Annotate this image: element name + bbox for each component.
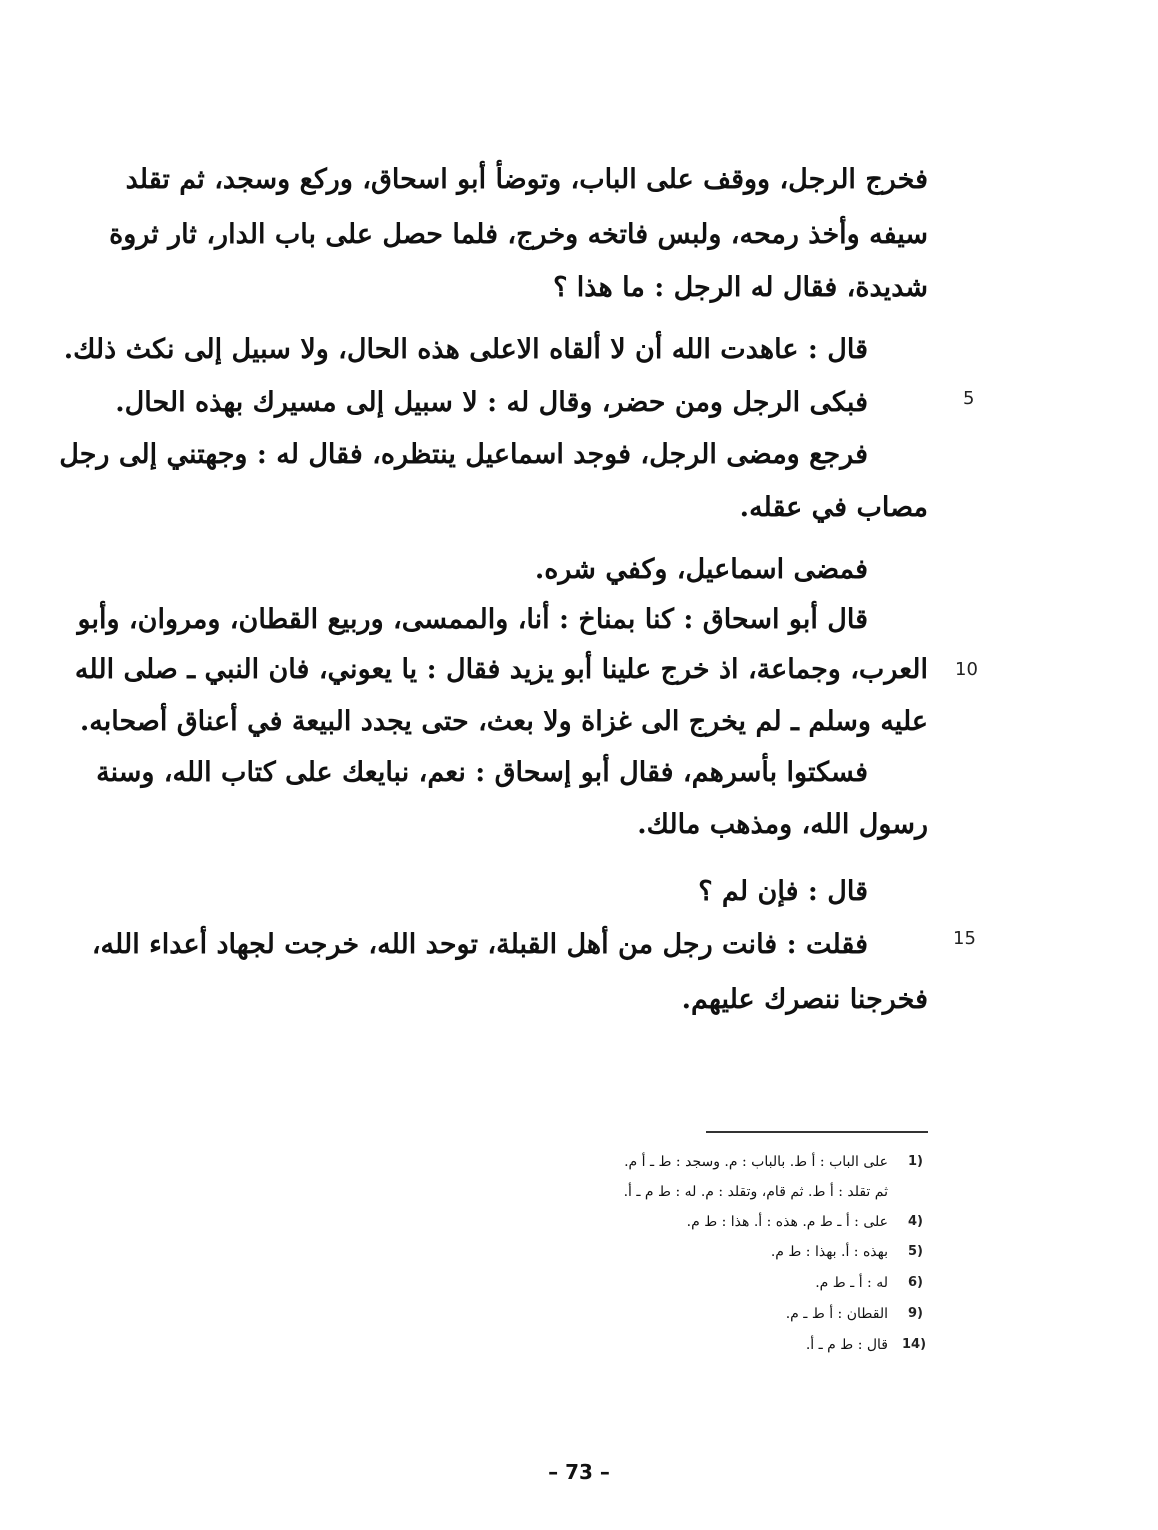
- text-line-7: مصاب في عقله.: [739, 492, 928, 523]
- line-number-15: 15: [953, 928, 976, 949]
- text-line-2: سيفه وأخذ رمحه، ولبس فاتخه وخرج، فلما حصل على باب الدار، ثار ثروة: [109, 219, 928, 250]
- footnote-9: القطان : أ ط ـ م.: [785, 1306, 888, 1322]
- text-line-6: فرجع ومضى الرجل، فوجد اسماعيل ينتظره، فقال له : وجهتني إلى رجل: [59, 439, 868, 470]
- footnote-6: له : أ ـ ط م.: [815, 1275, 888, 1291]
- footnote-number-9: 9): [908, 1306, 923, 1321]
- text-line-3: شديدة، فقال له الرجل : ما هذا ؟: [553, 272, 928, 303]
- footnote-number-5: 5): [908, 1244, 923, 1259]
- line-number-5: 5: [963, 388, 975, 409]
- text-line-5: فبكى الرجل ومن حضر، وقال له : لا سبيل إلى مسيرك بهذه الحال.: [115, 387, 868, 418]
- page-number: – 73 –: [548, 1460, 610, 1484]
- footnote-number-6: 6): [908, 1275, 923, 1290]
- footnote-1: على الباب : أ ط. بالباب : م. وسجد : ط ـ أ م.: [624, 1154, 888, 1170]
- footnote-separator: [706, 1131, 928, 1133]
- footnote-5: بهذه : أ. بهذا : ط م.: [770, 1244, 888, 1260]
- text-line-16: فخرجنا ننصرك عليهم.: [681, 984, 928, 1015]
- text-line-8: فمضى اسماعيل، وكفي شره.: [534, 554, 868, 585]
- footnote-number-4: 4): [908, 1214, 923, 1229]
- footnote-1-continued: ثم تقلد : أ ط. ثم قام، وتقلد : م. له : ط م ـ أ.: [623, 1184, 888, 1200]
- text-line-14: قال : فإن لم ؟: [698, 876, 868, 907]
- footnote-4: على : أ ـ ط م. هذه : أ. هذا : ط م.: [686, 1214, 888, 1230]
- line-number-10: 10: [955, 659, 978, 680]
- text-line-10: العرب، وجماعة، اذ خرج علينا أبو يزيد فقال : يا يعوني، فان النبي ـ صلى الله: [74, 654, 928, 685]
- text-line-1: فخرج الرجل، ووقف على الباب، وتوضأ أبو اسحاق، وركع وسجد، ثم تقلد: [125, 164, 928, 195]
- footnote-14: قال : ط م ـ أ.: [805, 1337, 888, 1353]
- footnote-number-14: 14): [902, 1337, 927, 1352]
- text-line-11: عليه وسلم ـ لم يخرج الى غزاة ولا بعث، حتى يجدد البيعة في أعناق أصحابه.: [79, 706, 928, 737]
- text-line-12: فسكتوا بأسرهم، فقال أبو إسحاق : نعم، نبايعك على كتاب الله، وسنة: [96, 757, 868, 788]
- text-line-15: فقلت : فانت رجل من أهل القبلة، توحد الله، خرجت لجهاد أعداء الله،: [91, 929, 868, 960]
- text-line-9: قال أبو اسحاق : كنا بمناخ : أنا، والممسى، وربيع القطان، ومروان، وأبو: [77, 604, 868, 635]
- footnote-number-1: 1): [908, 1154, 923, 1169]
- text-line-4: قال : عاهدت الله أن لا ألقاه الاعلى هذه الحال، ولا سبيل إلى نكث ذلك.: [63, 334, 868, 365]
- text-line-13: رسول الله، ومذهب مالك.: [637, 809, 928, 840]
